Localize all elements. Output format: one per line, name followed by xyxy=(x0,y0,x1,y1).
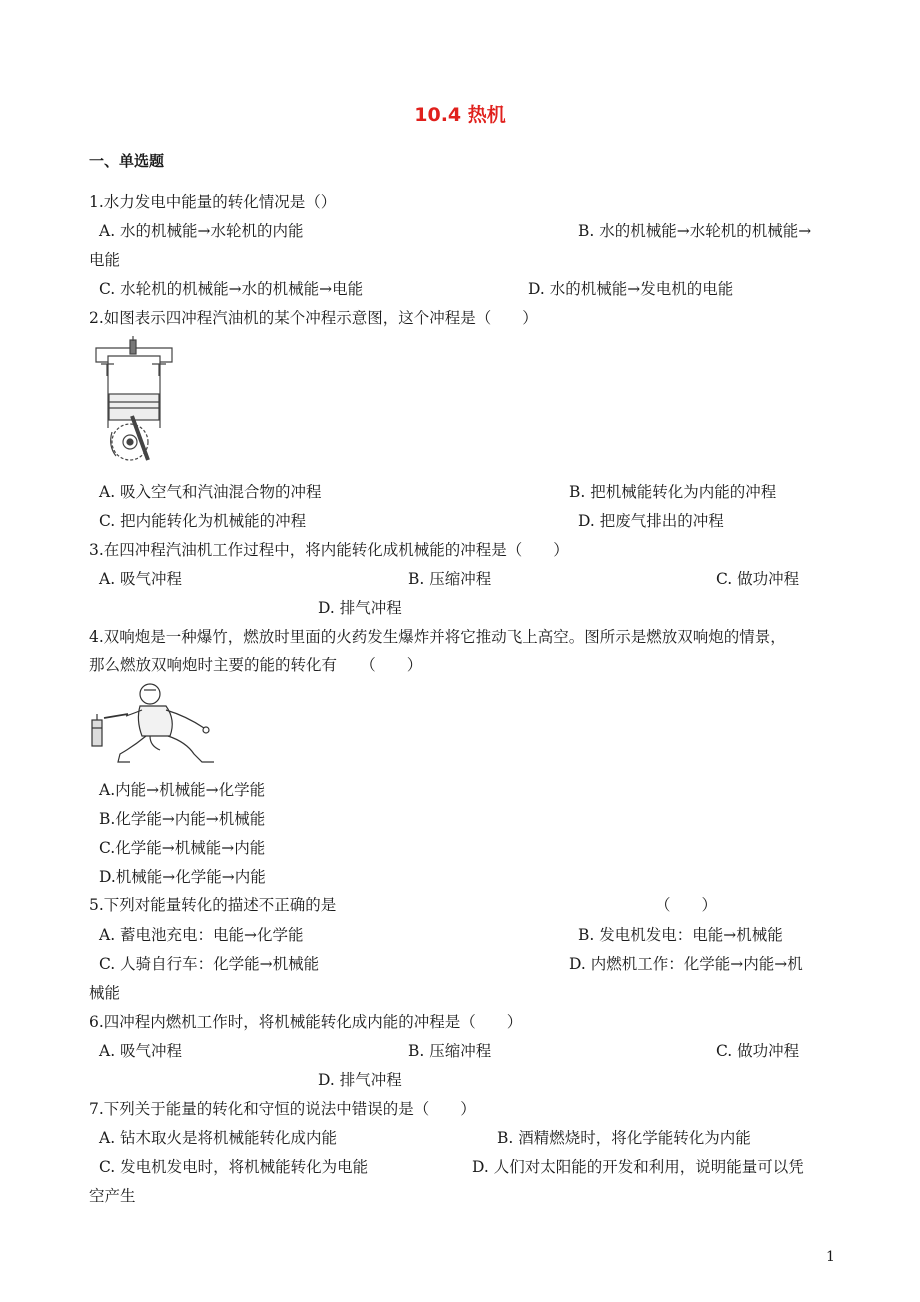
question-5-option-d: D. 内燃机工作：化学能→内能→机 xyxy=(569,955,803,973)
question-7-stem: 7.下列关于能量的转化和守恒的说法中错误的是（ ） xyxy=(89,1100,476,1118)
question-4-stem: 4.双响炮是一种爆竹，燃放时里面的火药发生爆炸并将它推动飞上高空。图所示是燃放双响炮的情景， xyxy=(89,628,786,646)
question-2-option-c: C. 把内能转化为机械能的冲程 xyxy=(99,512,307,530)
question-6-option-a: A. 吸气冲程 xyxy=(99,1042,183,1060)
question-3-option-c: C. 做功冲程 xyxy=(716,570,800,588)
question-6-option-d: D. 排气冲程 xyxy=(318,1071,402,1089)
question-3-option-b: B. 压缩冲程 xyxy=(408,570,492,588)
question-4-stem-cont: 那么燃放双响炮时主要的能的转化有 （ ） xyxy=(89,656,423,674)
question-3-option-a: A. 吸气冲程 xyxy=(99,570,183,588)
question-4-option-b: B.化学能→内能→机械能 xyxy=(99,810,266,828)
question-1-option-a: A. 水的机械能→水轮机的内能 xyxy=(99,222,304,240)
question-1-option-c: C. 水轮机的机械能→水的机械能→电能 xyxy=(99,280,364,298)
page-number: 1 xyxy=(826,1249,835,1265)
question-5-option-c: C. 人骑自行车：化学能→机械能 xyxy=(99,955,320,973)
question-3-stem: 3.在四冲程汽油机工作过程中，将内能转化成机械能的冲程是（ ） xyxy=(89,541,569,559)
question-1-stem: 1.水力发电中能量的转化情况是（） xyxy=(89,193,337,211)
question-7-option-c: C. 发电机发电时，将机械能转化为电能 xyxy=(99,1158,369,1176)
question-4-option-c: C.化学能→机械能→内能 xyxy=(99,839,266,857)
question-2-stem: 2.如图表示四冲程汽油机的某个冲程示意图，这个冲程是（ ） xyxy=(89,309,538,327)
question-7-option-d-cont: 空产生 xyxy=(89,1187,136,1205)
question-7-option-b: B. 酒精燃烧时，将化学能转化为内能 xyxy=(497,1129,751,1147)
question-1-option-b-cont: 电能 xyxy=(89,251,121,269)
question-5-option-a: A. 蓄电池充电：电能→化学能 xyxy=(99,926,304,944)
page-title: 10.4 热机 xyxy=(414,104,506,126)
question-4-option-a: A.内能→机械能→化学能 xyxy=(99,781,266,799)
engine-stroke-diagram xyxy=(92,336,176,468)
question-2-option-a: A. 吸入空气和汽油混合物的冲程 xyxy=(99,483,322,501)
section-heading: 一、单选题 xyxy=(89,152,165,170)
question-1-option-d: D. 水的机械能→发电机的电能 xyxy=(528,280,734,298)
question-4-option-d: D.机械能→化学能→内能 xyxy=(99,868,266,886)
question-7-option-d: D. 人们对太阳能的开发和利用，说明能量可以凭 xyxy=(472,1158,804,1176)
question-2-option-b: B. 把机械能转化为内能的冲程 xyxy=(569,483,777,501)
question-5-stem: 5.下列对能量转化的描述不正确的是 xyxy=(89,896,337,914)
question-6-option-b: B. 压缩冲程 xyxy=(408,1042,492,1060)
question-6-option-c: C. 做功冲程 xyxy=(716,1042,800,1060)
firecracker-illustration xyxy=(90,680,220,770)
question-5-answer-paren: （ ） xyxy=(655,896,718,914)
question-2-option-d: D. 把废气排出的冲程 xyxy=(578,512,724,530)
question-6-stem: 6.四冲程内燃机工作时，将机械能转化成内能的冲程是（ ） xyxy=(89,1013,523,1031)
question-3-option-d: D. 排气冲程 xyxy=(318,599,402,617)
question-1-option-b: B. 水的机械能→水轮机的机械能→ xyxy=(578,222,812,240)
question-5-option-b: B. 发电机发电：电能→机械能 xyxy=(578,926,783,944)
question-7-option-a: A. 钻木取火是将机械能转化成内能 xyxy=(99,1129,338,1147)
question-5-option-d-cont: 械能 xyxy=(89,984,121,1002)
